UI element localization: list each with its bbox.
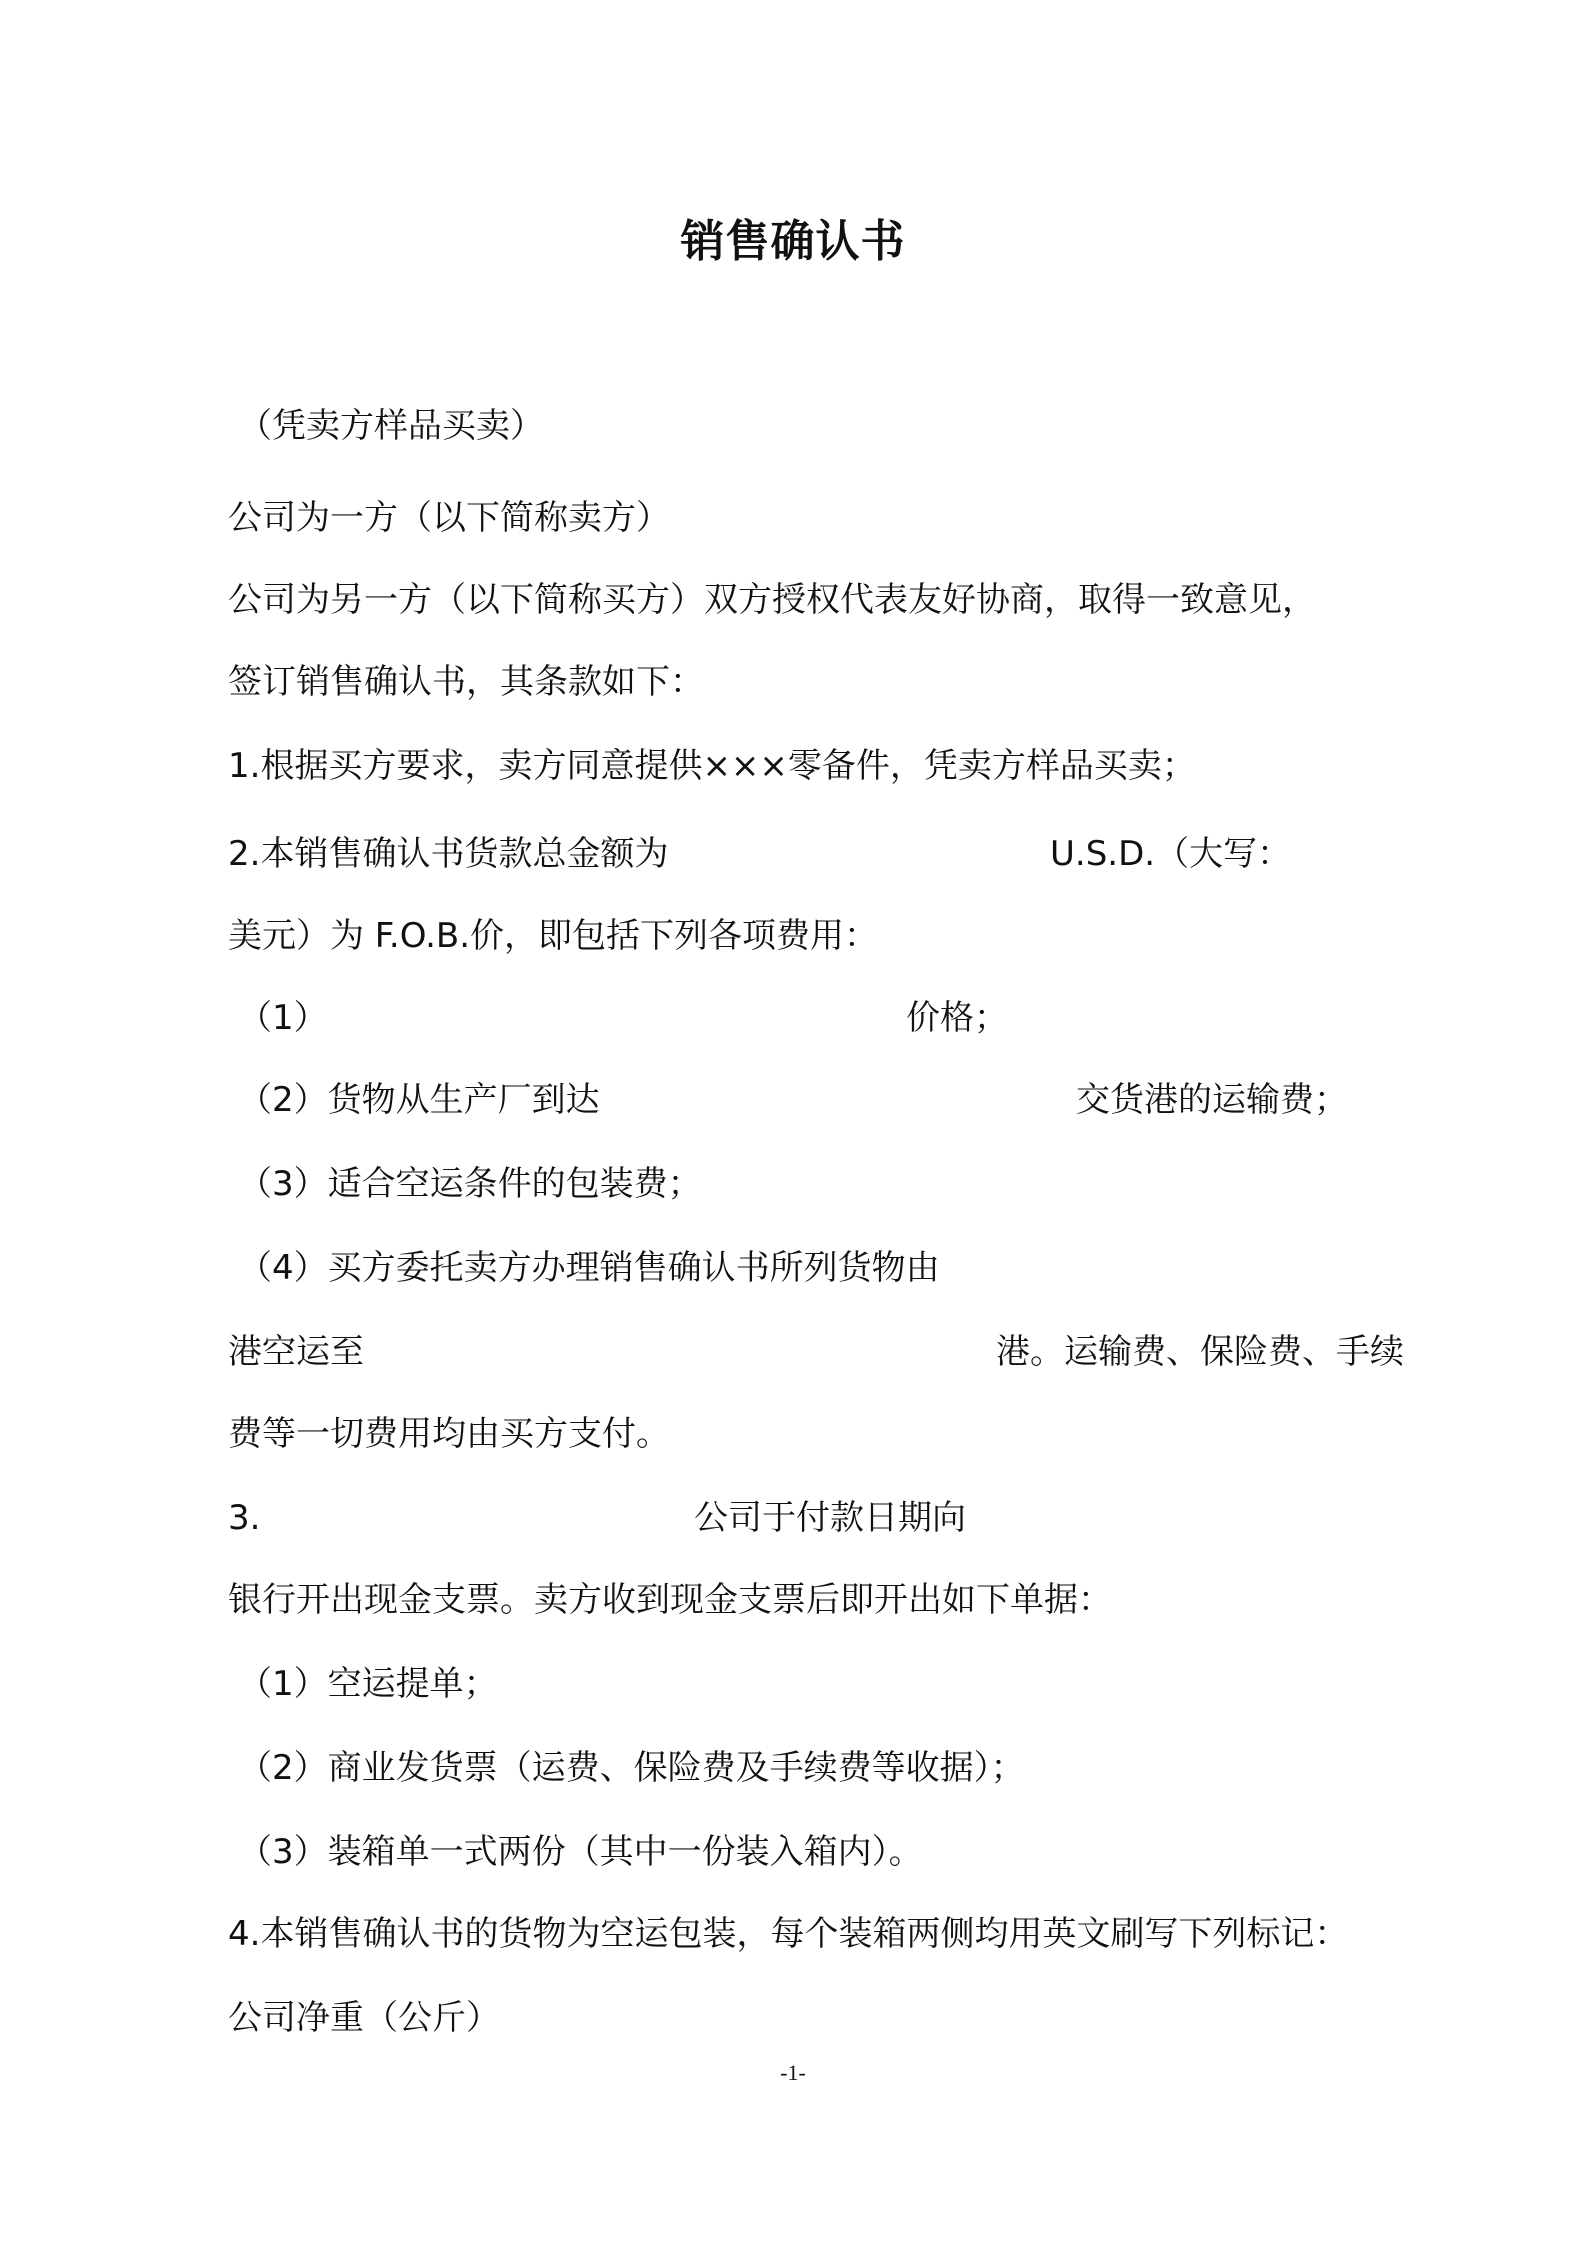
item-3-packing: （3）适合空运条件的包装费； bbox=[238, 1164, 702, 1204]
item-2-transport: （2）货物从生产厂到达 bbox=[238, 1080, 600, 1120]
clause-1: 1.根据买方要求，卖方同意提供×××零备件，凭卖方样品买卖； bbox=[228, 746, 1196, 786]
clause-3-number: 3. bbox=[228, 1498, 261, 1538]
clause-3-bank: 银行开出现金支票。卖方收到现金支票后即开出如下单据： bbox=[228, 1580, 1112, 1620]
item-4-entrust: （4）买方委托卖方办理销售确认书所列货物由 bbox=[238, 1248, 940, 1288]
clause-2-fob-line: 美元）为 F.O.B.价，即包括下列各项费用： bbox=[228, 916, 879, 956]
clause-4: 4.本销售确认书的货物为空运包装，每个装箱两侧均用英文刷写下列标记： bbox=[228, 1914, 1349, 1954]
clause-4-marks: 公司净重（公斤） bbox=[228, 1998, 500, 2038]
item-1-price: 价格； bbox=[906, 998, 1008, 1038]
doc-item-3: （3）装箱单一式两份（其中一份装入箱内）。 bbox=[238, 1832, 923, 1872]
item-1-number: （1） bbox=[238, 998, 328, 1038]
item-2-port-fee: 交货港的运输费； bbox=[1076, 1080, 1348, 1120]
page-number: -1- bbox=[780, 2060, 806, 2085]
clause-3-company: 公司于付款日期向 bbox=[694, 1498, 966, 1538]
item-4-port-to: 港。运输费、保险费、手续 bbox=[996, 1332, 1404, 1372]
signing-line: 签订销售确认书，其条款如下： bbox=[228, 662, 704, 702]
subtitle: （凭卖方样品买卖） bbox=[238, 406, 544, 446]
buyer-party-line: 公司为另一方（以下简称买方）双方授权代表友好协商，取得一致意见， bbox=[228, 580, 1316, 620]
seller-party-line: 公司为一方（以下简称卖方） bbox=[228, 498, 670, 538]
document-title: 销售确认书 bbox=[680, 216, 906, 267]
doc-item-2: （2）商业发货票（运费、保险费及手续费等收据）； bbox=[238, 1748, 1025, 1788]
item-4-port-from: 港空运至 bbox=[228, 1332, 364, 1372]
clause-2-currency: U.S.D.（大写： bbox=[1050, 834, 1292, 874]
item-4-payment: 费等一切费用均由买方支付。 bbox=[228, 1414, 670, 1454]
clause-2-amount-label: 2.本销售确认书货款总金额为 bbox=[228, 834, 669, 874]
doc-item-1: （1）空运提单； bbox=[238, 1664, 498, 1704]
